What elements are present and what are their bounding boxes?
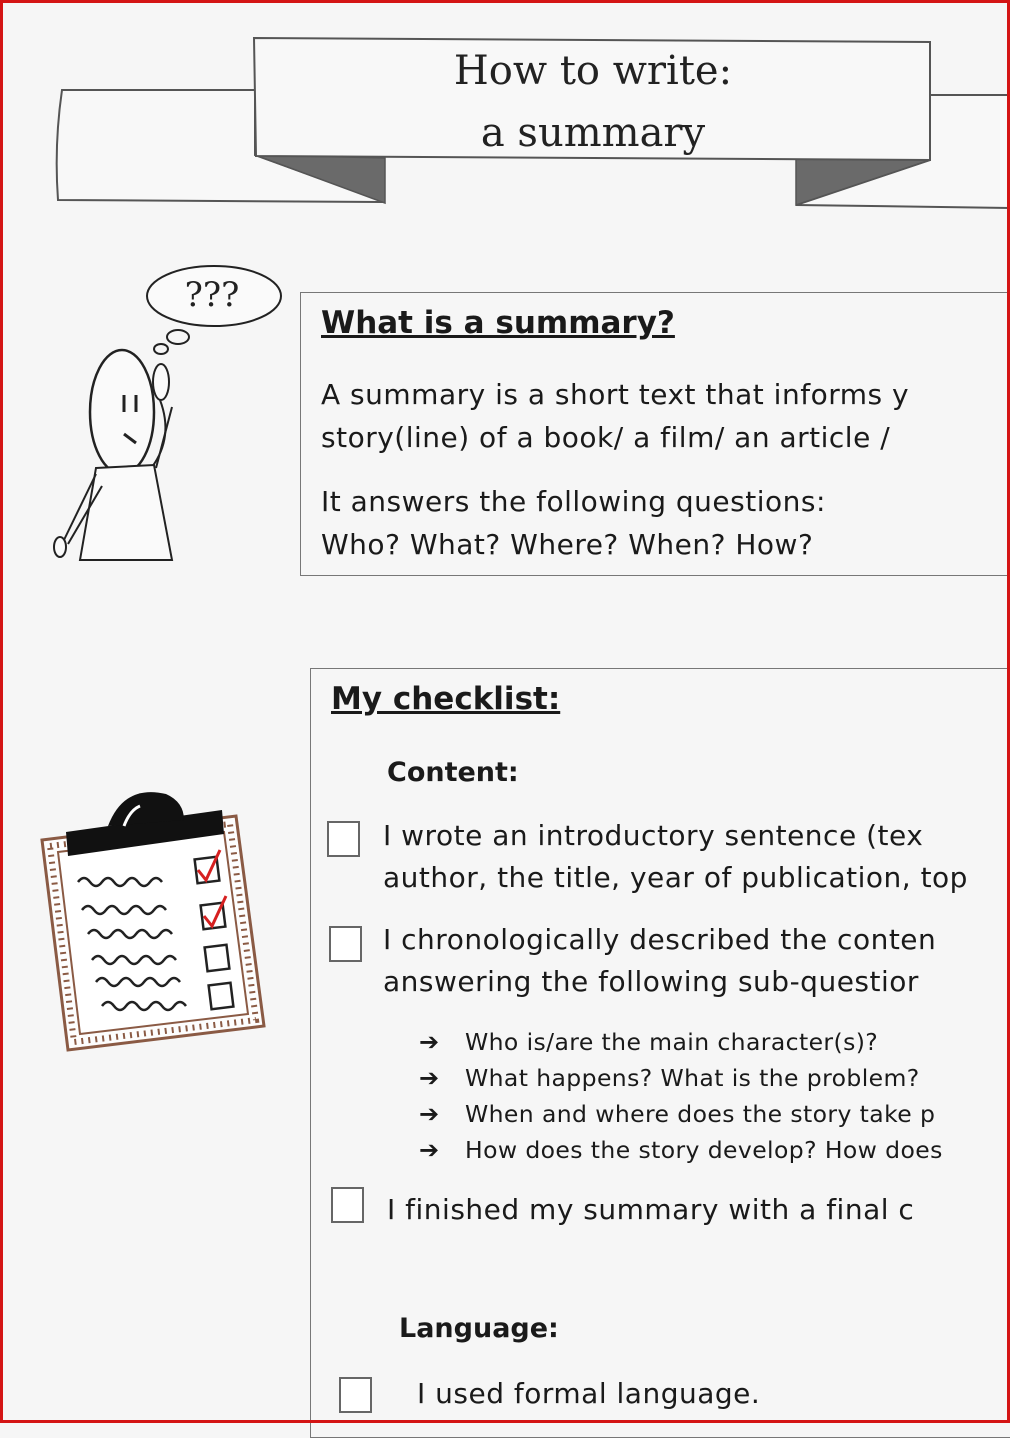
thought-bubble-text: ??? — [184, 275, 240, 315]
title-line-2: a summary — [480, 110, 706, 156]
checklist-item-intro — [383, 815, 968, 899]
title-line-1: How to write: — [453, 48, 733, 94]
title-banner — [0, 0, 1010, 230]
checklist-item-line: author, the title, year of publication, top — [383, 861, 968, 894]
checklist-item-chronological — [383, 919, 936, 1003]
checkbox-final-sentence[interactable] — [331, 1187, 364, 1223]
questions-paragraph — [321, 480, 1010, 566]
content-section-label: Content: — [387, 757, 519, 788]
checklist-item-formal-language — [417, 1373, 760, 1415]
checklist-item-line: I wrote an introductory sentence (tex — [383, 819, 924, 852]
questions-line-1: It answers the following questions: — [321, 485, 826, 518]
arrow-right-icon: ➔ — [419, 1136, 440, 1164]
checklist-item-line: I used formal language. — [417, 1377, 761, 1410]
checkbox-chronological[interactable] — [329, 926, 362, 962]
checklist-heading: My checklist: — [331, 681, 561, 717]
definition-line-1: A summary is a short text that informs y — [321, 378, 910, 411]
page-title — [258, 40, 928, 164]
clipboard-icon — [36, 782, 276, 1057]
subquestion-text: What happens? What is the problem? — [465, 1064, 920, 1092]
clipboard-illustration — [36, 782, 276, 1057]
subquestion-text: Who is/are the main character(s)? — [465, 1028, 879, 1056]
checklist-box — [310, 668, 1010, 1438]
subquestion-text: How does the story develop? How does — [465, 1136, 943, 1164]
checklist-item-line: I finished my summary with a final c — [387, 1193, 915, 1226]
checkbox-formal-language[interactable] — [339, 1377, 372, 1413]
checklist-item-line: answering the following sub-questior — [383, 965, 919, 998]
checkbox-intro-sentence[interactable] — [327, 821, 360, 857]
arrow-right-icon: ➔ — [419, 1064, 440, 1092]
checklist-item-line: I chronologically described the conten — [383, 923, 937, 956]
arrow-right-icon: ➔ — [419, 1100, 440, 1128]
checklist-item-final — [387, 1189, 914, 1231]
definition-paragraph — [321, 373, 1010, 459]
language-section-label: Language: — [399, 1313, 559, 1344]
definition-heading: What is a summary? — [321, 305, 675, 341]
arrow-right-icon: ➔ — [419, 1028, 440, 1056]
questions-line-2: Who? What? Where? When? How? — [321, 528, 814, 561]
subquestion-text: When and where does the story take p — [465, 1100, 936, 1128]
definition-line-2: story(line) of a book/ a film/ an article / — [321, 421, 891, 454]
definition-box — [300, 292, 1010, 576]
